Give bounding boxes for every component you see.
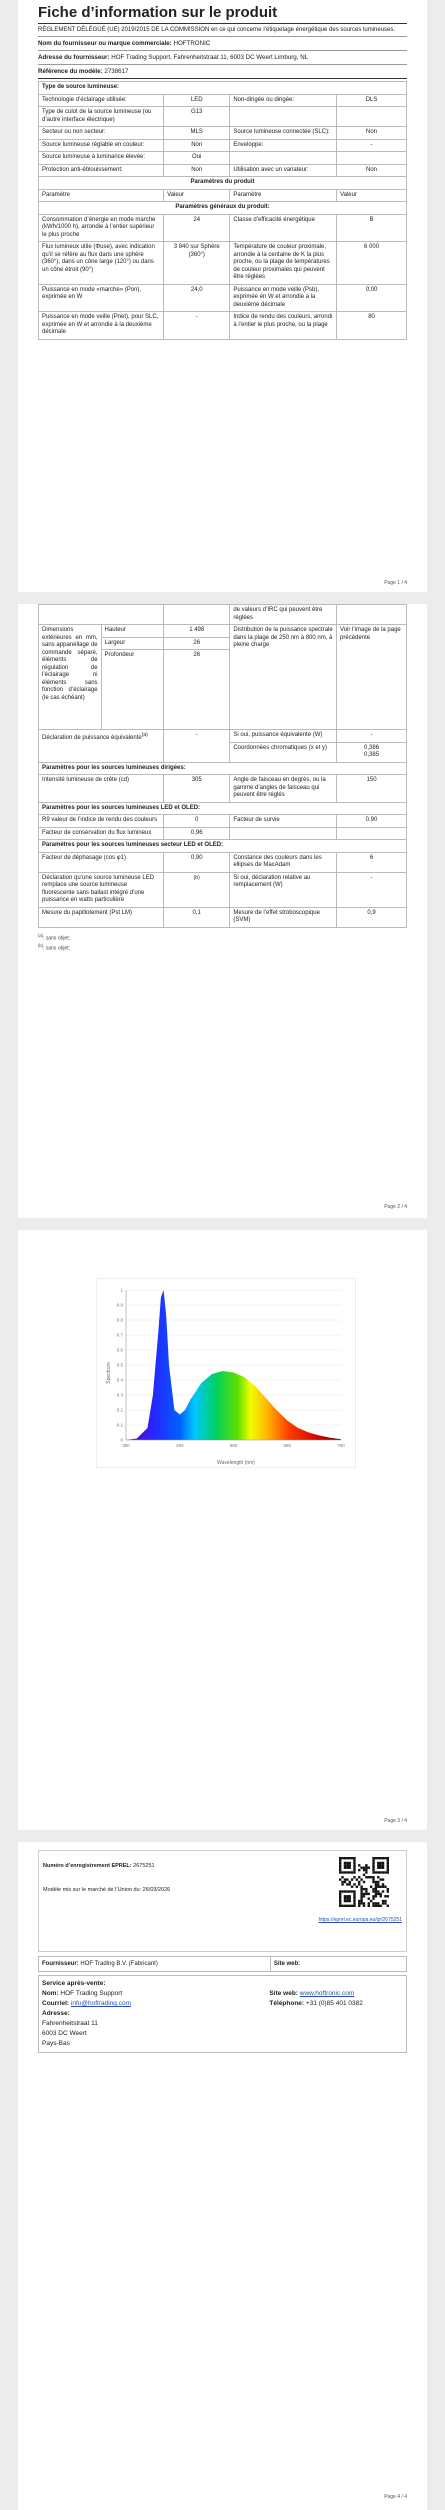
replacement-watt-label: Si oui, déclaration relative au remplacement (W) — [230, 872, 337, 907]
service-name-label: Nom: — [42, 1990, 59, 1997]
supplier2-label: Fournisseur: — [42, 1961, 79, 1967]
equiv-value: - — [164, 730, 230, 763]
x-axis-label: Wavelength (nm) — [217, 1460, 255, 1466]
type-label-2: Non-dirigée ou dirigée: — [230, 94, 337, 107]
equiv-watt-value: - — [337, 730, 407, 743]
type-label-1: Secteur ou non secteur: — [39, 127, 164, 140]
type-label-2 — [230, 107, 337, 127]
general-value-2: 80 — [337, 312, 407, 340]
power-factor-label: Facteur de déphasage (cos φ1) — [39, 852, 164, 872]
address-label: Adresse du fournisseur: — [38, 54, 110, 61]
page-number: Page 3 / 4 — [384, 1818, 407, 1824]
dim-depth-label: Profondeur — [101, 650, 164, 730]
page-4 — [18, 1842, 427, 2510]
general-label-1: Flux lumineux utile (Φuse), avec indication qu’il se réfère au flux dans une sphère (360°), dans un cône large (120°) ou dans un cône étroit (90°) — [39, 242, 164, 285]
peak-intensity-value: 305 — [164, 775, 230, 803]
y-tick-label: 0.2 — [116, 1407, 123, 1413]
general-label-2: Température de couleur proximale, arrondie à la centaine de K la plus proche, ou la plage de températures de couleur proximales qui peuvent être réglées — [230, 242, 337, 285]
type-value-1: Non — [164, 139, 230, 152]
spd-value: Voir l’image de la page précédente — [337, 625, 407, 730]
replacement-label: Déclaration qu’une source lumineuse LED remplace une source lumineuse fluorescente sans ballast intégré d’une puissance en watts particulière — [39, 872, 164, 907]
type-row — [39, 164, 407, 177]
general-row — [39, 312, 407, 340]
params-header: Paramètres du produit — [39, 177, 407, 190]
flux-maintenance-value: 0,96 — [164, 827, 230, 840]
type-label-2: Utilisation avec un variateur: — [230, 164, 337, 177]
general-value-2: 6 000 — [337, 242, 407, 285]
dimensions-label: Dimensions extérieures en mm, sans appareillage de commande séparé, éléments de régulation de l’éclairage ni éléments sans fonction d’éclairage (le cas échéant) — [39, 625, 102, 730]
equiv-watt-label: Si oui, puissance équivalente (W) — [230, 730, 337, 743]
general-value-1: 24 — [164, 214, 230, 242]
service-web-link[interactable]: www.hoftronic.com — [299, 1990, 355, 1997]
dim-width-label: Largeur — [101, 637, 164, 650]
col-header-param-2: Paramètre — [230, 189, 337, 202]
y-tick-label: 0.8 — [116, 1317, 123, 1323]
supplier-table — [38, 1956, 407, 1972]
y-axis-label: Spectrum — [106, 1362, 112, 1384]
general-label-1: Consommation d’énergie en mode marche (kWh/1000 h), arrondie à l’entier supérieur le plus proche — [39, 214, 164, 242]
y-tick-label: 1 — [120, 1287, 123, 1293]
page-number: Page 1 / 4 — [384, 580, 407, 586]
general-label-2: Classe d’efficacité énergétique — [230, 214, 337, 242]
general-label-2: Indice de rendu des couleurs, arrondi à l’entier le plus proche, ou la plage — [230, 312, 337, 340]
x-tick-label: 380 — [122, 1443, 130, 1448]
beam-angle-label: Angle de faisceau en degrés, ou la gamme d’angles de faisceau qui peuvent être réglés — [230, 775, 337, 803]
page-number: Page 2 / 4 — [384, 1204, 407, 1210]
qr-code — [339, 1857, 389, 1907]
type-label-1: Protection anti-éblouissement: — [39, 164, 164, 177]
led-oled-header: Paramètres pour les sources lumineuses LED et OLED: — [39, 802, 407, 815]
type-value-1: Oui — [164, 152, 230, 165]
y-tick-label: 0 — [120, 1437, 123, 1443]
dim-depth-value: 26 — [164, 650, 230, 730]
x-tick-label: 580 — [229, 1443, 238, 1448]
general-header: Paramètres généraux du produit: — [39, 202, 407, 215]
type-label-2: Enveloppe: — [230, 139, 337, 152]
footnote-a: $^{(a)}$: sans objet; — [38, 932, 71, 942]
y-tick-label: 0.7 — [116, 1332, 123, 1338]
type-value-1: MLS — [164, 127, 230, 140]
survival-label: Facteur de survie — [230, 815, 337, 828]
x-tick-label: 680 — [283, 1443, 292, 1448]
supplier-value: HOFTRONIC — [173, 40, 211, 47]
equiv-label: Déclaration de puissance équivalente — [42, 735, 142, 741]
col-header-value-2: Valeur — [337, 189, 407, 202]
service-addr-label: Adresse: — [42, 2010, 70, 2017]
service-web-label: Site web: — [269, 1990, 298, 1997]
service-addr-line: Pays-Bas — [42, 2040, 70, 2047]
type-row — [39, 94, 407, 107]
beam-angle-value: 150 — [337, 775, 407, 803]
type-row — [39, 107, 407, 127]
address-value: HOF Trading Support, Fahrenheitstraat 11, 6003 DC Weert Limburg, NL — [111, 54, 309, 61]
type-value-2: - — [337, 139, 407, 152]
directional-header: Paramètres pour les sources lumineuses dirigées: — [39, 762, 407, 775]
general-value-2: 0,00 — [337, 284, 407, 312]
service-addr-line: 6003 DC Weert — [42, 2030, 87, 2037]
equiv-footnote-mark: (a) — [141, 732, 148, 738]
general-label-1: Puissance en mode «marche» (Pon), exprimée en W — [39, 284, 164, 312]
replacement-value: (b) — [193, 874, 200, 881]
color-consistency-label: Constance des couleurs dans les ellipses de MacAdam — [230, 852, 337, 872]
type-label-1: Technologie d’éclairage utilisée: — [39, 94, 164, 107]
service-addr-line: Fahrenheitstraat 11 — [42, 2020, 98, 2027]
regulation-text: RÈGLEMENT DÉLÉGUÉ (UE) 2019/2015 DE LA COMMISSION en ce qui concerne l’étiquetage énergétique des sources lumineuses. — [38, 27, 396, 33]
type-value-1: LED — [164, 94, 230, 107]
type-label-1: Type de culot de la source lumineuse (ou d’autre interface électrique) — [39, 107, 164, 127]
type-label-2: Source lumineuse connectée (SLC): — [230, 127, 337, 140]
r9-label: R9 valeur de l’indice de rendu des couleurs — [39, 815, 164, 828]
y-tick-label: 0.9 — [116, 1302, 123, 1308]
type-value-2 — [337, 107, 407, 127]
col-header-value-1: Valeur — [164, 189, 230, 202]
page-3 — [18, 1230, 427, 1830]
type-label-2 — [230, 152, 337, 165]
type-value-1: Non — [164, 164, 230, 177]
color-consistency-value: 6 — [337, 852, 407, 872]
type-value-2 — [337, 152, 407, 165]
x-tick-label: 780 — [337, 1443, 345, 1448]
flux-maintenance-label: Facteur de conservation du flux lumineux — [39, 827, 164, 840]
flicker-label: Mesure du papillotement (Pst LM) — [39, 907, 164, 927]
service-mail-link[interactable]: info@hoftrading.com — [70, 2000, 131, 2007]
type-row — [39, 139, 407, 152]
type-header: Type de source lumineuse: — [39, 82, 407, 95]
general-value-2: B — [337, 214, 407, 242]
model-value: 2738617 — [104, 68, 129, 75]
chroma-label: Coordonnées chromatiques (x et y) — [230, 742, 337, 762]
general-row — [39, 284, 407, 312]
chroma-y: 0,385 — [364, 752, 380, 758]
qr-url-link[interactable]: https://eprel.ec.europa.eu/qr/2675251 — [318, 1917, 402, 1923]
type-value-2: Non — [337, 127, 407, 140]
r9-value: 0 — [164, 815, 230, 828]
market-label: Modèle mis sur le marché de l’Union du: — [43, 1887, 142, 1893]
survival-value: 0,90 — [337, 815, 407, 828]
power-factor-value: 0,90 — [164, 852, 230, 872]
type-row — [39, 152, 407, 165]
dim-width-value: 26 — [164, 637, 230, 650]
service-mail-label: Courriel: — [42, 2000, 70, 2007]
model-label: Référence du modèle: — [38, 68, 103, 75]
supplier2-value: HOF Trading B.V. (Fabricant) — [80, 1961, 158, 1967]
stroboscopic-label: Mesure de l’effet stroboscopique (SVM) — [230, 907, 337, 927]
eprel-value: 2675251 — [133, 1863, 155, 1869]
supplier-label: Nom du fournisseur ou marque commerciale: — [38, 40, 172, 47]
replacement-watt-value: - — [337, 872, 407, 907]
page-1 — [18, 0, 427, 592]
type-table — [38, 81, 407, 340]
general-value-1: - — [164, 312, 230, 340]
y-tick-label: 0.5 — [116, 1362, 123, 1368]
market-date: 26/03/2026 — [142, 1887, 171, 1893]
page-number: Page 4 / 4 — [384, 2494, 407, 2500]
service-block — [38, 1975, 407, 2053]
y-tick-label: 0.6 — [116, 1347, 123, 1353]
page-2 — [18, 604, 427, 1218]
mains-led-header: Paramètres pour les sources lumineuses secteur LED et OLED: — [39, 840, 407, 853]
dim-height-value: 1 498 — [164, 625, 230, 638]
col-header-param-1: Paramètre — [39, 189, 164, 202]
type-label-1: Source lumineuse réglable en couleur: — [39, 139, 164, 152]
y-tick-label: 0.4 — [116, 1377, 123, 1383]
type-value-2: DLS — [337, 94, 407, 107]
general-row — [39, 242, 407, 285]
general-value-1: 3 840 sur Sphère (360°) — [164, 242, 230, 285]
x-tick-label: 480 — [175, 1443, 184, 1448]
general-label-1: Puissance en mode veille (Pnet), pour SLC, exprimée en W et arrondie à la deuxième décimale — [39, 312, 164, 340]
eprel-label: Numéro d’enregistrement EPREL: — [43, 1863, 132, 1869]
service-tel-value: +31 (0)85 401 0382 — [305, 2000, 363, 2007]
flicker-value: 0,1 — [164, 907, 230, 927]
type-value-2: Non — [337, 164, 407, 177]
params-table-cont — [38, 604, 407, 928]
service-header: Service après-vente: — [42, 1980, 106, 1987]
website-label: Site web: — [273, 1961, 301, 1967]
general-label-2: Puissance en mode veille (Psb), exprimée en W et arrondie à la deuxième décimale — [230, 284, 337, 312]
y-tick-label: 0.3 — [116, 1392, 123, 1398]
stroboscopic-value: 0,9 — [337, 907, 407, 927]
peak-intensity-label: Intensité lumineuse de crête (cd) — [39, 775, 164, 803]
cri-continued: de valeurs d’IRC qui peuvent être réglées — [230, 605, 337, 625]
service-tel-label: Téléphone: — [269, 2000, 305, 2007]
type-value-1: G13 — [164, 107, 230, 127]
footnote-b: $^{(b)}$: sans objet; — [38, 943, 71, 952]
spd-label: Distribution de la puissance spectrale dans la plage de 250 nm à 800 nm, à pleine charge — [230, 625, 337, 730]
type-row — [39, 127, 407, 140]
spectral-chart — [96, 1278, 356, 1468]
general-row — [39, 214, 407, 242]
dim-height-label: Hauteur — [101, 625, 164, 638]
y-tick-label: 0.1 — [116, 1422, 123, 1428]
type-label-1: Source lumineuse à luminance élevée: — [39, 152, 164, 165]
service-name-value: HOF Trading Support — [60, 1990, 123, 1997]
chroma-x: 0,386 — [364, 744, 380, 751]
general-value-1: 24,0 — [164, 284, 230, 312]
document-title: Fiche d’information sur le produit — [38, 4, 278, 21]
